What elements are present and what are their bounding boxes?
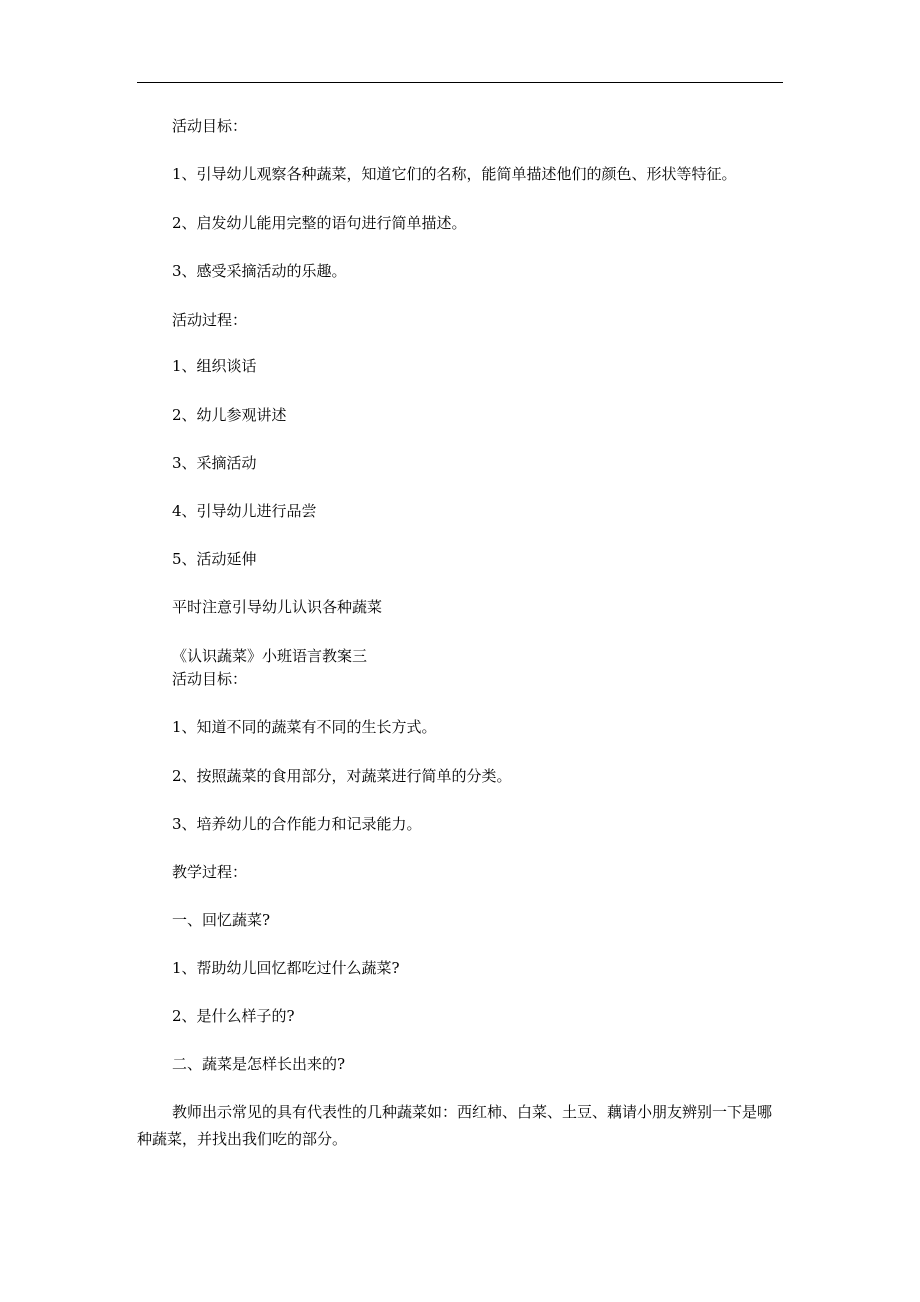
teaching-step-1-sub-2: 2、是什么样子的?: [172, 1007, 295, 1025]
teaching-step-2: 二、蔬菜是怎样长出来的?: [172, 1055, 346, 1073]
header-rule: [137, 82, 783, 83]
note-text: 平时注意引导幼儿认识各种蔬菜: [172, 598, 383, 616]
closing-paragraph: 教师出示常见的具有代表性的几种蔬菜如：西红柿、白菜、土豆、藕请小朋友辨别一下是哪种蔬菜，并找出我们吃的部分。: [137, 1103, 773, 1148]
section-heading-goals-2: 活动目标：: [172, 670, 248, 688]
process-item-2: 2、幼儿参观讲述: [172, 406, 287, 424]
goal-item-1: 1、引导幼儿观察各种蔬菜，知道它们的名称，能简单描述他们的颜色、形状等特征。: [172, 165, 737, 183]
goal2-item-2: 2、按照蔬菜的食用部分，对蔬菜进行简单的分类。: [172, 767, 512, 785]
goal-item-2: 2、启发幼儿能用完整的语句进行简单描述。: [172, 214, 467, 232]
process-item-1: 1、组织谈话: [172, 357, 257, 375]
goal2-item-3: 3、培养幼儿的合作能力和记录能力。: [172, 815, 422, 833]
goal2-item-1: 1、知道不同的蔬菜有不同的生长方式。: [172, 718, 437, 736]
process-item-4: 4、引导幼儿进行品尝: [172, 502, 317, 520]
lesson-title: 《认识蔬菜》小班语言教案三: [172, 647, 368, 665]
section-heading-process: 活动过程：: [172, 311, 248, 329]
teaching-step-1-sub-1: 1、帮助幼儿回忆都吃过什么蔬菜?: [172, 959, 400, 977]
process-item-5: 5、活动延伸: [172, 550, 257, 568]
process-item-3: 3、采摘活动: [172, 454, 257, 472]
goal-item-3: 3、感受采摘活动的乐趣。: [172, 262, 347, 280]
section-heading-goals: 活动目标：: [172, 117, 248, 135]
teaching-step-1: 一、回忆蔬菜?: [172, 911, 271, 929]
section-heading-teaching: 教学过程：: [172, 863, 248, 881]
